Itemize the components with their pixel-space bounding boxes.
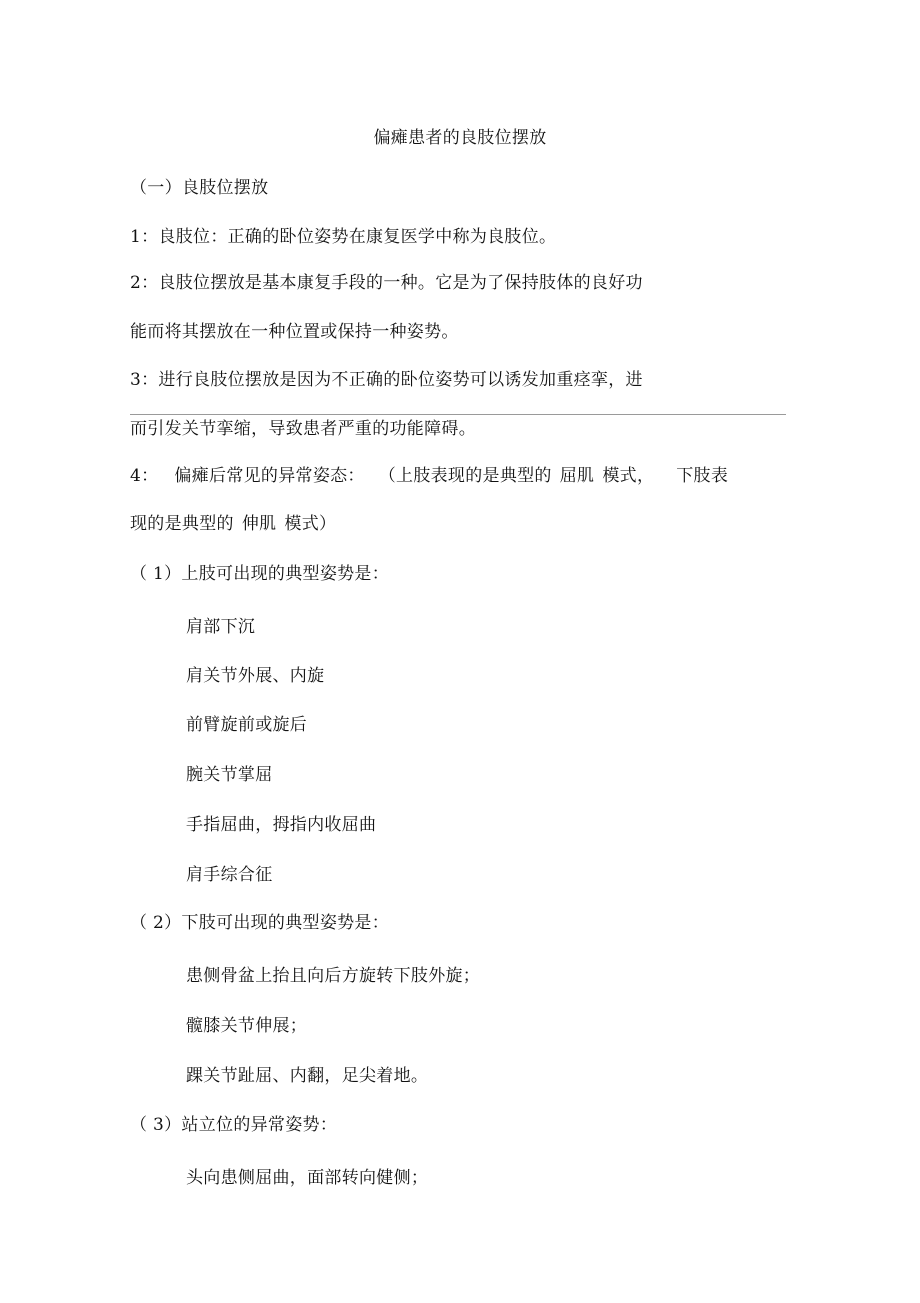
lower-limb-text: 下肢表 <box>676 466 729 486</box>
paragraph-4-paren: （上肢表现的是典型的 <box>378 466 552 486</box>
subsection-3-heading: （ 3）站立位的异常姿势： <box>130 1115 338 1135</box>
mode-term-a: 模式， <box>602 466 655 486</box>
subsection-2-heading: （ 2）下肢可出现的典型姿势是： <box>130 913 390 933</box>
paragraph-4-label: 偏瘫后常见的异常姿态： <box>174 466 365 486</box>
list-item: 头向患侧屈曲，面部转向健侧； <box>186 1168 429 1188</box>
list-item: 肩手综合征 <box>186 865 273 885</box>
flexor-term: 屈肌 <box>559 466 595 486</box>
paragraph-4-line-1 <box>130 466 728 486</box>
list-item: 前臂旋前或旋后 <box>186 715 308 735</box>
list-item: 肩关节外展、内旋 <box>186 666 325 686</box>
paragraph-4-line-2 <box>130 514 336 534</box>
extensor-term: 伸肌 <box>241 514 277 534</box>
paragraph-3-line-1: 3：进行良肢位摆放是因为不正确的卧位姿势可以诱发加重痉挛，进 <box>130 370 643 390</box>
list-item: 手指屈曲，拇指内收屈曲 <box>186 815 377 835</box>
section-heading: （一）良肢位摆放 <box>130 178 269 198</box>
list-item: 患侧骨盆上抬且向后方旋转下肢外旋； <box>186 966 481 986</box>
paragraph-2-line-1: 2：良肢位摆放是基本康复手段的一种。它是为了保持肢体的良好功 <box>130 273 643 293</box>
paragraph-4-continuation: 现的是典型的 <box>130 514 234 534</box>
list-item: 肩部下沉 <box>186 617 256 637</box>
horizontal-rule <box>130 414 786 415</box>
list-item: 腕关节掌屈 <box>186 765 273 785</box>
mode-term-b: 模式） <box>284 514 337 534</box>
paragraph-1: 1：良肢位：正确的卧位姿势在康复医学中称为良肢位。 <box>130 227 557 247</box>
list-item: 髋膝关节伸展； <box>186 1016 308 1036</box>
paragraph-2-line-2: 能而将其摆放在一种位置或保持一种姿势。 <box>130 322 459 342</box>
paragraph-4-number: 4： <box>130 466 159 486</box>
subsection-1-heading: （ 1）上肢可出现的典型姿势是： <box>130 564 390 584</box>
paragraph-3-line-2: 而引发关节挛缩，导致患者严重的功能障碍。 <box>130 419 476 439</box>
page-title: 偏瘫患者的良肢位摆放 <box>373 128 547 148</box>
list-item: 踝关节趾屈、内翻，足尖着地。 <box>186 1066 429 1086</box>
